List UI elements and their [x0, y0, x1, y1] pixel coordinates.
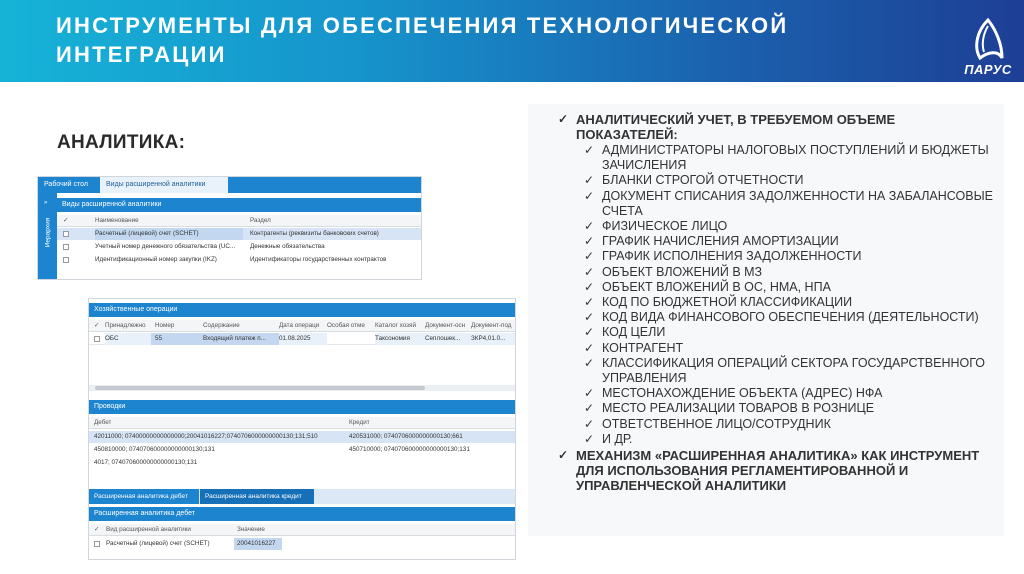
row-name: Учетный номер денежного обязательства (UC... [95, 243, 236, 250]
row-name: Идентификационный номер закупки (IKZ) [95, 256, 217, 263]
feature-extended-analytics-text: МЕХАНИЗМ «РАСШИРЕННАЯ АНАЛИТИКА» КАК ИНСТРУМЕНТ ДЛЯ ИСПОЛЬЗОВАНИЯ РЕГЛАМЕНТИРОВАННОЙ И УПРАВЛЕНЧЕСКОЙ АНАЛИТИКИ [576, 448, 980, 494]
indicator-text: КОНТРАГЕНТ [602, 340, 684, 355]
indicator-text: ГРАФИК ИСПОЛНЕНИЯ ЗАДОЛЖЕННОСТИ [602, 249, 862, 264]
indicator-item [584, 173, 998, 188]
cell-belong: ОБС [105, 333, 151, 345]
check-all-icon[interactable]: ✓ [94, 526, 100, 533]
column-value[interactable]: Значение [237, 526, 265, 533]
column-credit[interactable]: Кредит [349, 419, 370, 426]
indicator-text: ФИЗИЧЕСКОЕ ЛИЦО [602, 219, 728, 234]
cell-value: 20041016227 [234, 538, 282, 550]
bottom-tabs-bar [89, 489, 516, 504]
row-section: Денежные обязательства [250, 243, 325, 250]
cell-credit: 420531000; 0740706000000000130;661 [349, 433, 463, 440]
column-content[interactable]: Содержание [203, 322, 240, 329]
check-icon: ✓ [584, 173, 595, 188]
cell-doc-base: Сеплошек... [425, 333, 471, 345]
debit-header [89, 524, 516, 536]
operations-screenshot [88, 298, 516, 560]
header-banner [0, 0, 1024, 82]
indicator-text: АДМИНИСТРАТОРЫ НАЛОГОВЫХ ПОСТУПЛЕНИЙ И БЮДЖЕТЫ ЗАЧИСЛЕНИЯ [602, 143, 989, 173]
row-checkbox[interactable] [94, 541, 100, 547]
posting-row[interactable] [89, 431, 516, 443]
row-section: Идентификаторы государственных контрактов [250, 256, 387, 263]
indicator-item [584, 310, 998, 325]
indicator-text: КОД ПО БЮДЖЕТНОЙ КЛАССИФИКАЦИИ [602, 295, 853, 310]
check-all-icon[interactable]: ✓ [94, 322, 100, 329]
postings-title-bar: Проводки [89, 400, 516, 414]
column-doc-confirm[interactable]: Документ-под [471, 322, 512, 329]
indicator-item [584, 401, 998, 416]
debit-title-bar: Расширенная аналитика дебет [89, 507, 516, 521]
slide-title: ИНСТРУМЕНТЫ ДЛЯ ОБЕСПЕЧЕНИЯ ТЕХНОЛОГИЧЕСКОЙ ИНТЕГРАЦИИ [56, 13, 789, 67]
sail-icon [958, 18, 1018, 62]
cell-debit: 42011000; 07400000000000000;20041016227;0740706000000000130;131;510 [94, 433, 318, 440]
postings-header [89, 417, 516, 429]
table-row[interactable] [57, 228, 422, 240]
check-all-icon[interactable]: ✓ [63, 217, 69, 224]
logo-text: ПАРУС [964, 62, 1012, 77]
row-checkbox[interactable] [63, 244, 69, 250]
posting-row[interactable] [89, 457, 516, 469]
tab-desktop[interactable]: Рабочий стол [44, 181, 88, 188]
indicator-item [584, 325, 998, 340]
indicator-text: МЕСТОНАХОЖДЕНИЕ ОБЪЕКТА (АДРЕС) НФА [602, 386, 883, 401]
cell-catalog: Таксономия [375, 333, 425, 345]
operations-header [89, 320, 516, 332]
table-row[interactable] [57, 254, 422, 266]
indicator-item [584, 189, 998, 219]
indicator-item [584, 295, 998, 310]
check-icon: ✓ [584, 219, 595, 234]
cell-credit: 450710000; 074070600000000000130;131 [349, 446, 470, 453]
indicator-text: ОТВЕТСТВЕННОЕ ЛИЦО/СОТРУДНИК [602, 416, 831, 431]
hierarchy-sidebar[interactable] [38, 193, 57, 280]
check-icon: ✓ [584, 325, 595, 340]
sidebar-label: Иерархия [44, 217, 52, 248]
features-list [558, 112, 998, 493]
indicator-text: И ДР. [602, 431, 633, 446]
check-icon: ✓ [584, 234, 595, 249]
operations-title-bar: Хозяйственные операции [89, 303, 516, 317]
check-icon: ✓ [584, 143, 595, 157]
check-icon: ✓ [584, 355, 595, 370]
check-icon: ✓ [584, 188, 595, 203]
row-checkbox[interactable] [94, 336, 100, 342]
tab-analytics-types[interactable]: Виды расширенной аналитики [100, 177, 228, 193]
section-heading: АНАЛИТИКА: [57, 132, 186, 153]
column-number[interactable]: Номер [155, 322, 175, 329]
tab-extended-debit[interactable]: Расширенная аналитика дебет [89, 489, 199, 504]
feature-accounting-text: АНАЛИТИЧЕСКИЙ УЧЕТ, В ТРЕБУЕМОМ ОБЪЕМЕ ПОКАЗАТЕЛЕЙ: [576, 112, 896, 142]
posting-row[interactable] [89, 444, 516, 456]
check-icon: ✓ [584, 279, 595, 294]
indicator-text: ДОКУМЕНТ СПИСАНИЯ ЗАДОЛЖЕННОСТИ НА ЗАБАЛАНСОВЫЕ СЧЕТА [602, 188, 993, 218]
check-icon: ✓ [558, 112, 569, 126]
indicator-item [584, 219, 998, 234]
check-icon: ✓ [584, 249, 595, 264]
indicator-text: КОД ЦЕЛИ [602, 325, 666, 340]
column-catalog[interactable]: Каталог хозяй [375, 322, 416, 329]
indicator-text: КЛАССИФИКАЦИЯ ОПЕРАЦИЙ СЕКТОРА ГОСУДАРСТВЕННОГО УПРАВЛЕНИЯ [602, 355, 986, 386]
check-icon: ✓ [584, 386, 595, 401]
check-icon: ✓ [584, 416, 595, 431]
indicator-text: ГРАФИК НАЧИСЛЕНИЯ АМОРТИЗАЦИИ [602, 234, 839, 249]
check-icon: ✓ [584, 295, 595, 310]
column-debit[interactable]: Дебет [94, 419, 112, 426]
indicator-text: ОБЪЕКТ ВЛОЖЕНИЙ В МЗ [602, 264, 763, 279]
check-icon: ✓ [584, 264, 595, 279]
parus-logo [958, 18, 1018, 80]
indicator-item [584, 143, 998, 173]
row-section: Контрагенты (реквизиты банковских счетов) [250, 230, 379, 237]
indicator-text: БЛАНКИ СТРОГОЙ ОТЧЕТНОСТИ [602, 173, 804, 188]
indicator-item [584, 432, 998, 447]
indicator-text: МЕСТО РЕАЛИЗАЦИИ ТОВАРОВ В РОЗНИЦЕ [602, 401, 875, 416]
cell-kind: Расчетный (лицевой) счет (SCHET) [106, 540, 210, 547]
operation-row[interactable] [89, 333, 516, 345]
expand-icon: » [44, 200, 48, 206]
check-icon: ✓ [584, 401, 595, 416]
feature-extended-analytics [558, 448, 998, 493]
row-name: Расчетный (лицевой) счет (SCHET) [95, 228, 243, 240]
table-header [57, 215, 422, 227]
operations-scrollbar[interactable] [89, 385, 516, 391]
column-mark[interactable]: Особая отме [327, 322, 365, 329]
indicator-item [584, 265, 998, 280]
indicator-item [584, 386, 998, 401]
column-date[interactable]: Дата операци [279, 322, 320, 329]
cell-debit: 4017; 074070600000000000130;131 [94, 459, 198, 466]
feature-accounting [558, 112, 998, 142]
tabs-bar [38, 177, 422, 193]
indicator-item [584, 417, 998, 432]
cell-content: Входящий платеж п... [203, 333, 279, 345]
section-title-bar: Виды расширенной аналитики [57, 198, 422, 212]
analytics-types-screenshot [37, 176, 422, 280]
column-kind[interactable]: Вид расширенной аналитики [106, 526, 191, 533]
indicator-item [584, 341, 998, 356]
column-name[interactable]: Наименование [95, 217, 139, 224]
cell-number: 55 [151, 333, 203, 345]
check-icon: ✓ [584, 310, 595, 325]
indicator-list [584, 143, 998, 447]
table-row[interactable] [57, 241, 422, 253]
indicator-item [584, 234, 998, 249]
check-icon: ✓ [584, 340, 595, 355]
row-checkbox[interactable] [63, 231, 69, 237]
column-section[interactable]: Раздел [250, 217, 271, 224]
indicator-text: КОД ВИДА ФИНАНСОВОГО ОБЕСПЕЧЕНИЯ (ДЕЯТЕЛЬНОСТИ) [602, 310, 979, 325]
analytics-features-panel [528, 104, 1004, 536]
cell-date: 01.08.2025 [279, 333, 327, 345]
column-doc-base[interactable]: Документ-осн [425, 322, 466, 329]
indicator-item [584, 280, 998, 295]
cell-debit: 450810000; 074070600000000000130;131 [94, 446, 215, 453]
check-icon: ✓ [558, 448, 569, 463]
tab-extended-credit[interactable]: Расширенная аналитика кредит [200, 489, 314, 504]
indicator-text: ОБЪЕКТ ВЛОЖЕНИЙ В ОС, НМА, НПА [602, 279, 831, 294]
indicator-item [584, 356, 998, 386]
row-checkbox[interactable] [63, 257, 69, 263]
cell-doc-confirm: ЗКР4,01.0... [471, 333, 516, 345]
scroll-thumb[interactable] [95, 386, 425, 390]
indicator-item [584, 249, 998, 264]
column-belong[interactable]: Принадлежно [105, 322, 146, 329]
check-icon: ✓ [584, 431, 595, 446]
debit-row[interactable] [89, 538, 516, 550]
